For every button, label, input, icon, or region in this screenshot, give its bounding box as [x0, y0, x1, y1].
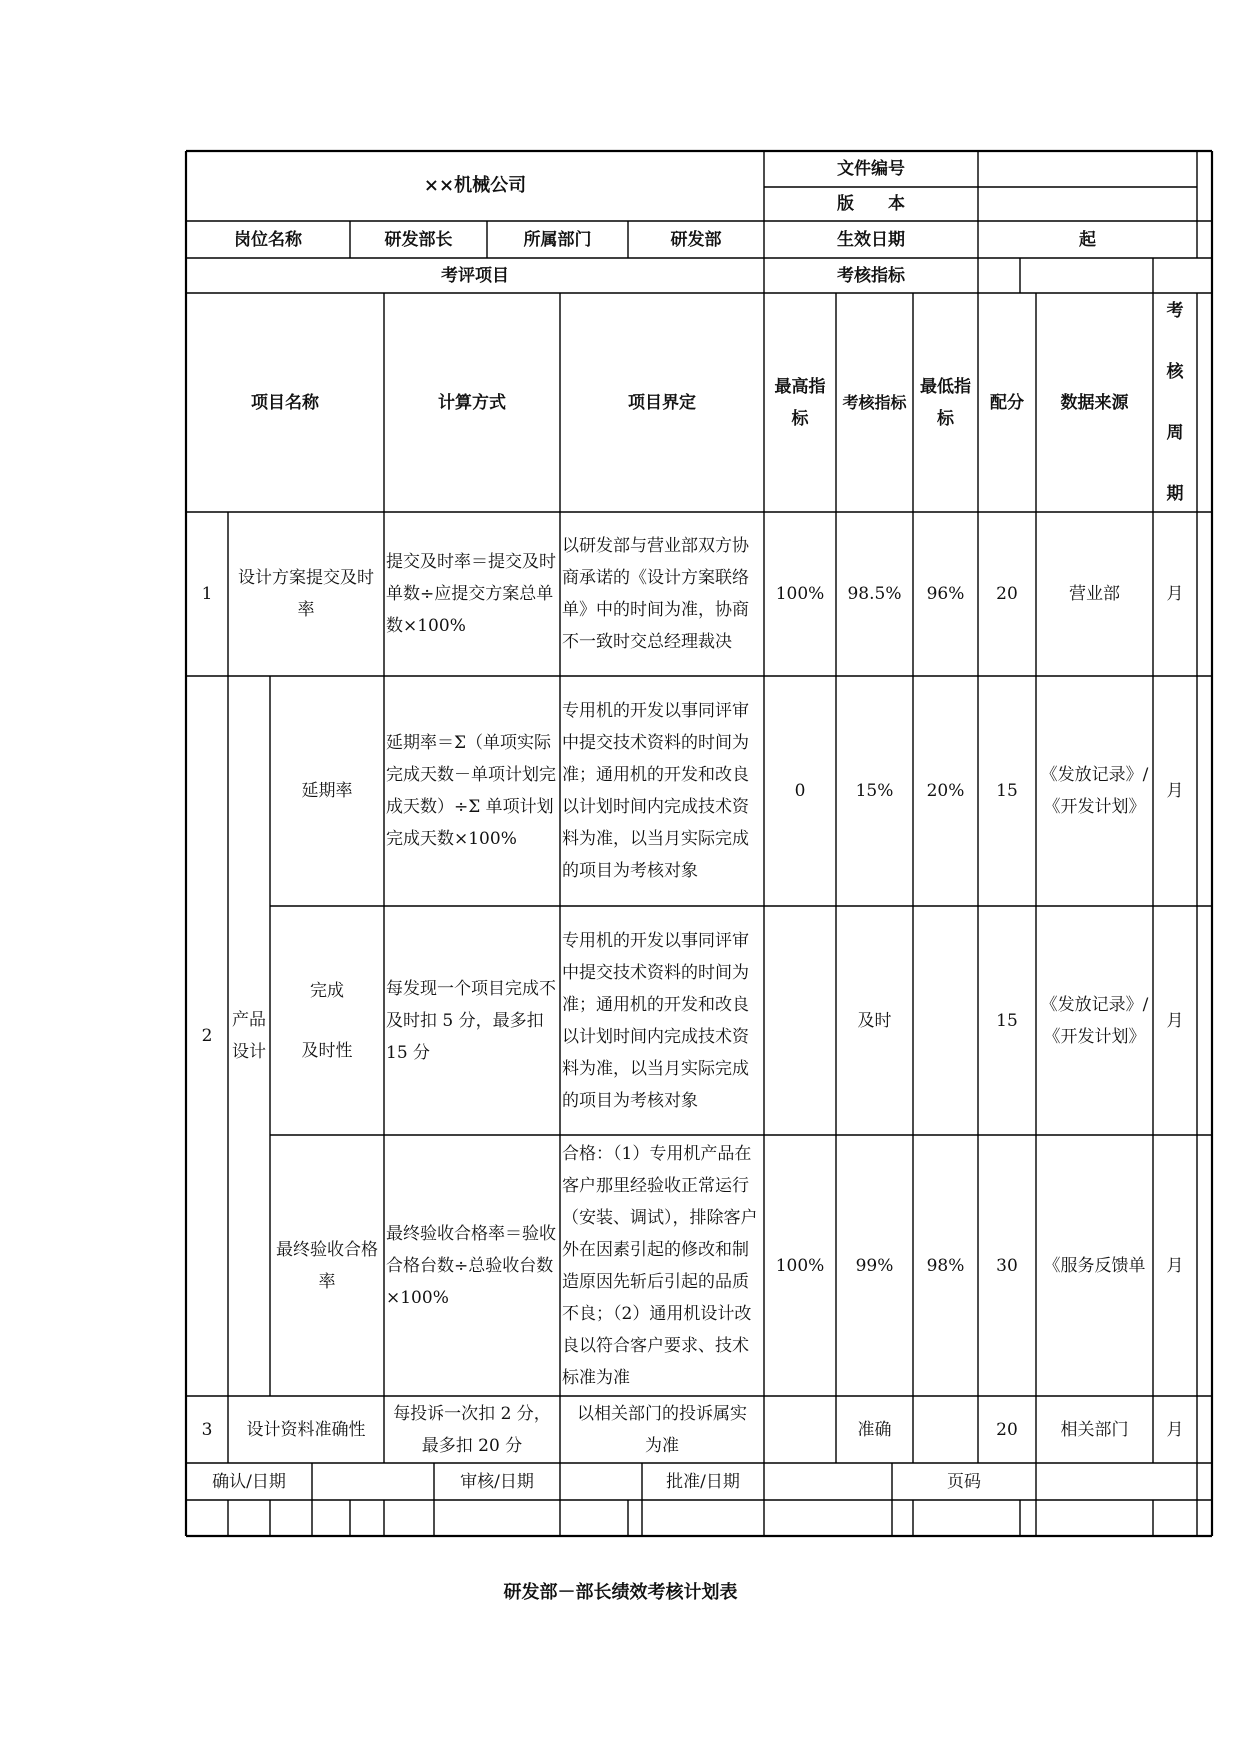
col-calc: 计算方式: [438, 392, 506, 413]
col-period: 考核周期: [1166, 300, 1184, 504]
row1-min: 96%: [926, 584, 965, 604]
row2a-max: 0: [794, 781, 806, 801]
version-label: 版 本: [837, 194, 905, 214]
row2c-definition: 合格：（1）专用机产品在客户那里经验收正常运行（安装、调试），排除客户外在因素引起的修改和制造原因先斩后引起的品质不良；（2）通用机设计改良以符合客户要求、技术标准为准: [562, 1143, 758, 1388]
row2a-target: 15%: [855, 781, 894, 801]
col-source: 数据来源: [1060, 392, 1129, 413]
table-caption: 研发部－部长绩效考核计划表: [503, 1582, 738, 1603]
indicator-title: 考核指标: [837, 265, 905, 286]
row2b-source: 《发放记录》/《开发计划》: [1040, 994, 1149, 1047]
row2b-calc: 每发现一个项目完成不及时扣 5 分，最多扣 15 分: [386, 978, 556, 1063]
row2c-period: 月: [1166, 1255, 1184, 1276]
footer-confirm: 确认/日期: [212, 1471, 286, 1492]
row1-source: 营业部: [1069, 584, 1120, 604]
row2a-period: 月: [1166, 781, 1184, 801]
row2a-calc: 延期率＝Σ（单项实际完成天数－单项计划完成天数）÷Σ 单项计划完成天数×100%: [386, 733, 556, 849]
row2c-max: 100%: [775, 1255, 825, 1276]
row2a-source: 《发放记录》/《开发计划》: [1040, 765, 1149, 817]
row1-max: 100%: [775, 584, 825, 604]
row2c-calc: 最终验收合格率＝验收合格台数÷总验收台数×100%: [386, 1223, 556, 1308]
row1-definition: 以研发部与营业部双方协商承诺的《设计方案联络单》中的时间为准，协商不一致时交总经理裁决: [562, 536, 749, 652]
col-definition: 项目界定: [628, 392, 696, 413]
footer-page: 页码: [947, 1471, 981, 1492]
row2c-name: 最终验收合格率: [276, 1239, 378, 1292]
row3-target: 准确: [857, 1419, 892, 1440]
row2c-score: 30: [996, 1255, 1018, 1276]
row1-calc: 提交及时率＝提交及时单数÷应提交方案总单数×100%: [386, 552, 556, 636]
row3-definition: 以相关部门的投诉属实为准: [577, 1403, 747, 1456]
row1-name: 设计方案提交及时率: [238, 568, 374, 620]
row2a-definition: 专用机的开发以事同评审中提交技术资料的时间为准；通用机的开发和改良以计划时间内完成技术资料为准，以当月实际完成的项目为考核对象: [562, 701, 749, 881]
doc-no-label: 文件编号: [837, 159, 905, 179]
col-min: 最低指标: [920, 376, 971, 429]
row2b-target: 及时: [857, 1010, 892, 1031]
row1-target: 98.5%: [847, 584, 902, 604]
row2-no: 2: [201, 1026, 213, 1046]
row2a-score: 15: [996, 781, 1018, 801]
row2b-name-line1: 完成: [310, 980, 344, 1001]
row3-name: 设计资料准确性: [246, 1419, 366, 1440]
row3-source: 相关部门: [1060, 1419, 1129, 1440]
company-name: ××机械公司: [423, 175, 527, 196]
col-item-name: 项目名称: [251, 392, 319, 413]
row2b-definition: 专用机的开发以事同评审中提交技术资料的时间为准；通用机的开发和改良以计划时间内完成技术资料为准，以当月实际完成的项目为考核对象: [562, 930, 749, 1111]
row2c-target: 99%: [855, 1255, 894, 1276]
row2c-min: 98%: [926, 1255, 965, 1276]
row2a-name: 延期率: [301, 781, 353, 801]
row3-min: [913, 1396, 978, 1463]
row2-group: 产品设计: [232, 1010, 266, 1062]
footer-approve: 批准/日期: [666, 1471, 740, 1492]
row2b-score: 15: [996, 1010, 1018, 1031]
row3-period: 月: [1166, 1419, 1184, 1440]
row2b-period: 月: [1166, 1010, 1184, 1031]
col-score: 配分: [990, 392, 1024, 413]
position-value: 研发部长: [384, 229, 453, 250]
items-title: 考评项目: [441, 265, 509, 286]
dept-value: 研发部: [670, 229, 722, 250]
footer-review: 审核/日期: [460, 1471, 534, 1492]
effective-label: 生效日期: [837, 229, 905, 250]
row3-no: 3: [201, 1419, 213, 1440]
row2a-min: 20%: [926, 781, 965, 801]
dept-label: 所属部门: [523, 229, 592, 250]
effective-value: 起: [1079, 229, 1096, 250]
row2b-name: [270, 906, 384, 1135]
col-target: 考核指标: [842, 392, 907, 412]
col-max: 最高指标: [774, 376, 826, 429]
row1-no: 1: [201, 584, 213, 604]
row3-calc: 每投诉一次扣 2 分，最多扣 20 分: [393, 1403, 551, 1456]
row3-score: 20: [996, 1419, 1018, 1440]
row1-score: 20: [996, 584, 1018, 604]
position-label: 岗位名称: [234, 229, 302, 250]
row2b-min: [913, 906, 978, 1135]
row2c-source: 《服务反馈单: [1043, 1255, 1146, 1276]
row1-period: 月: [1166, 584, 1184, 604]
row2b-name-line2: 及时性: [301, 1040, 353, 1061]
row3-max: [764, 1396, 836, 1463]
row2b-max: [764, 906, 836, 1135]
